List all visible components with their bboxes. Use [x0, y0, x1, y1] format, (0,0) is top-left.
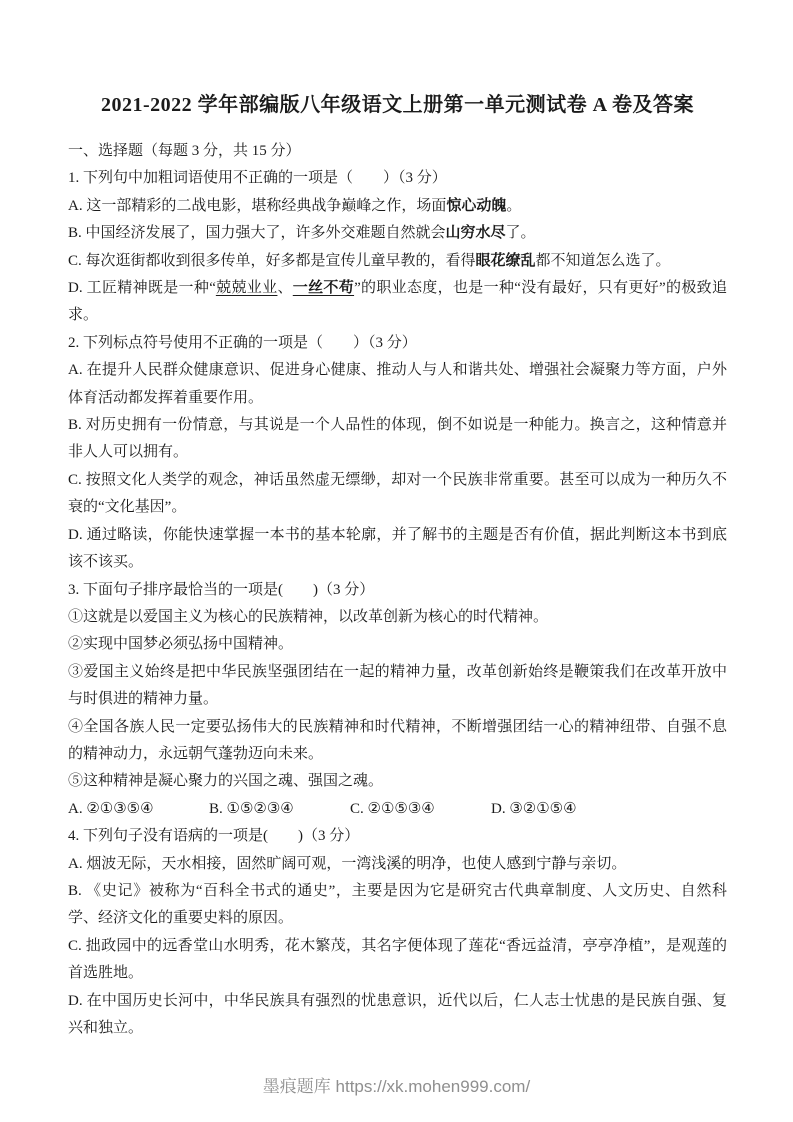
text-run: ”的职业态度，也是一种“没有最好，只有更好”的极致追求。	[68, 280, 727, 324]
q2-stem	[68, 330, 727, 357]
text-run: 。	[506, 197, 522, 214]
q2-option-c	[68, 467, 727, 522]
q4-option-a	[68, 851, 727, 878]
text-run: 、	[277, 280, 293, 297]
text-run: 了。	[505, 225, 536, 242]
q3-sentence-2	[68, 631, 727, 658]
text-run: 一、选择题（每题 3 分，共 15 分）	[68, 143, 301, 159]
q3-choices	[68, 796, 727, 823]
text-run: 2. 下列标点符号使用不正确的一项是（ ）（3 分）	[68, 334, 417, 351]
document-body	[68, 138, 727, 1042]
q1-option-b	[68, 220, 727, 247]
text-run: 兢兢业业	[215, 280, 278, 297]
text-run: B. 对历史拥有一份情意，与其说是一个人品性的体现，倒不如说是一种能力。换言之，这种情意并非人人可以拥有。	[68, 417, 727, 461]
q3-stem	[68, 577, 727, 604]
text-run: 眼花缭乱	[475, 252, 536, 269]
q4-option-c	[68, 933, 727, 988]
q2-option-a	[68, 357, 727, 412]
text-run: B. 《史记》被称为“百科全书式的通史”，主要是因为它是研究古代典章制度、人文历史、自然科学、经济文化的重要史料的原因。	[68, 882, 727, 927]
q3-sentence-3	[68, 659, 727, 714]
q1-option-d	[68, 275, 727, 330]
q4-option-d	[68, 988, 727, 1043]
text-run: 都不知道怎么选了。	[535, 252, 671, 269]
section-1-header	[68, 138, 727, 165]
choice-item: B. ①⑤②③④	[209, 800, 294, 817]
text-run: ③爱国主义始终是把中华民族坚强团结在一起的精神力量，改革创新始终是鞭策我们在改革开放中与时俱进的精神力量。	[68, 663, 727, 708]
text-run: C. 按照文化人类学的观念，神话虽然虚无缥缈，却对一个民族非常重要。甚至可以成为一种历久不衰的“文化基因”。	[68, 471, 727, 516]
q3-sentence-4	[68, 714, 727, 769]
q1-option-c	[68, 248, 727, 275]
text-run: 惊心动魄	[446, 197, 507, 214]
text-run: 4. 下列句子没有语病的一项是( )（3 分）	[68, 828, 360, 845]
text-run: A. 这一部精彩的二战电影，堪称经典战争巅峰之作，场面	[68, 197, 447, 214]
text-run: ②实现中国梦必须弘扬中国精神。	[68, 636, 294, 653]
q3-sentence-5	[68, 768, 727, 795]
text-run: D. 在中国历史长河中，中华民族具有强烈的忧患意识，近代以后，仁人志士忧患的是民族自强、复兴和独立。	[68, 992, 727, 1036]
text-run: B. 中国经济发展了，国力强大了，许多外交难题自然就会	[68, 225, 446, 242]
text-run: D. 工匠精神既是一种“	[68, 280, 216, 297]
text-run: D. 通过略读，你能快速掌握一本书的基本轮廓，并了解书的主题是否有价值，据此判断这本书到底该不该买。	[68, 526, 727, 571]
text-run: C. 拙政园中的远香堂山水明秀，花木繁茂，其名字便体现了莲花“香远益清，亭亭净植”，是观莲的首选胜地。	[68, 937, 727, 982]
page-title: 2021-2022 学年部编版八年级语文上册第一单元测试卷 A 卷及答案	[101, 94, 694, 116]
text-run: C. 每次逛街都收到很多传单，好多都是宣传儿童早教的，看得	[68, 252, 476, 269]
text-run: 1. 下列句中加粗词语使用不正确的一项是（ ）（3 分）	[68, 170, 447, 187]
q3-sentence-1	[68, 604, 727, 631]
choice-item: A. ②①③⑤④	[68, 800, 154, 817]
text-run: ④全国各族人民一定要弘扬伟大的民族精神和时代精神，不断增强团结一心的精神纽带、自强不息的精神动力，永远朝气蓬勃迈向未来。	[68, 718, 727, 762]
footer-watermark: 墨痕题库 https://xk.mohen999.com/	[262, 1077, 531, 1096]
q1-stem	[68, 165, 727, 192]
q1-option-a	[68, 193, 727, 220]
text-run: A. 烟波无际，天水相接，固然旷阔可观，一湾浅溪的明净，也使人感到宁静与亲切。	[68, 855, 627, 872]
choice-item: C. ②①⑤③④	[350, 800, 435, 817]
text-run: A. 在提升人民群众健康意识、促进身心健康、推动人与人和谐共处、增强社会凝聚力等方面，户外体育活动都发挥着重要作用。	[68, 362, 727, 406]
q2-option-d	[68, 522, 727, 577]
text-run: ①这就是以爱国主义为核心的民族精神，以改革创新为核心的时代精神。	[68, 608, 549, 625]
q4-stem	[68, 823, 727, 850]
text-run: 一丝不苟	[292, 280, 355, 297]
text-run: ⑤这种精神是凝心聚力的兴国之魂、强国之魂。	[68, 773, 384, 790]
text-run: 3. 下面句子排序最恰当的一项是( )（3 分）	[68, 581, 375, 598]
q2-option-b	[68, 412, 727, 467]
q4-option-b	[68, 878, 727, 933]
choice-item: D. ③②①⑤④	[491, 800, 577, 817]
text-run: 山穷水尽	[445, 225, 506, 242]
